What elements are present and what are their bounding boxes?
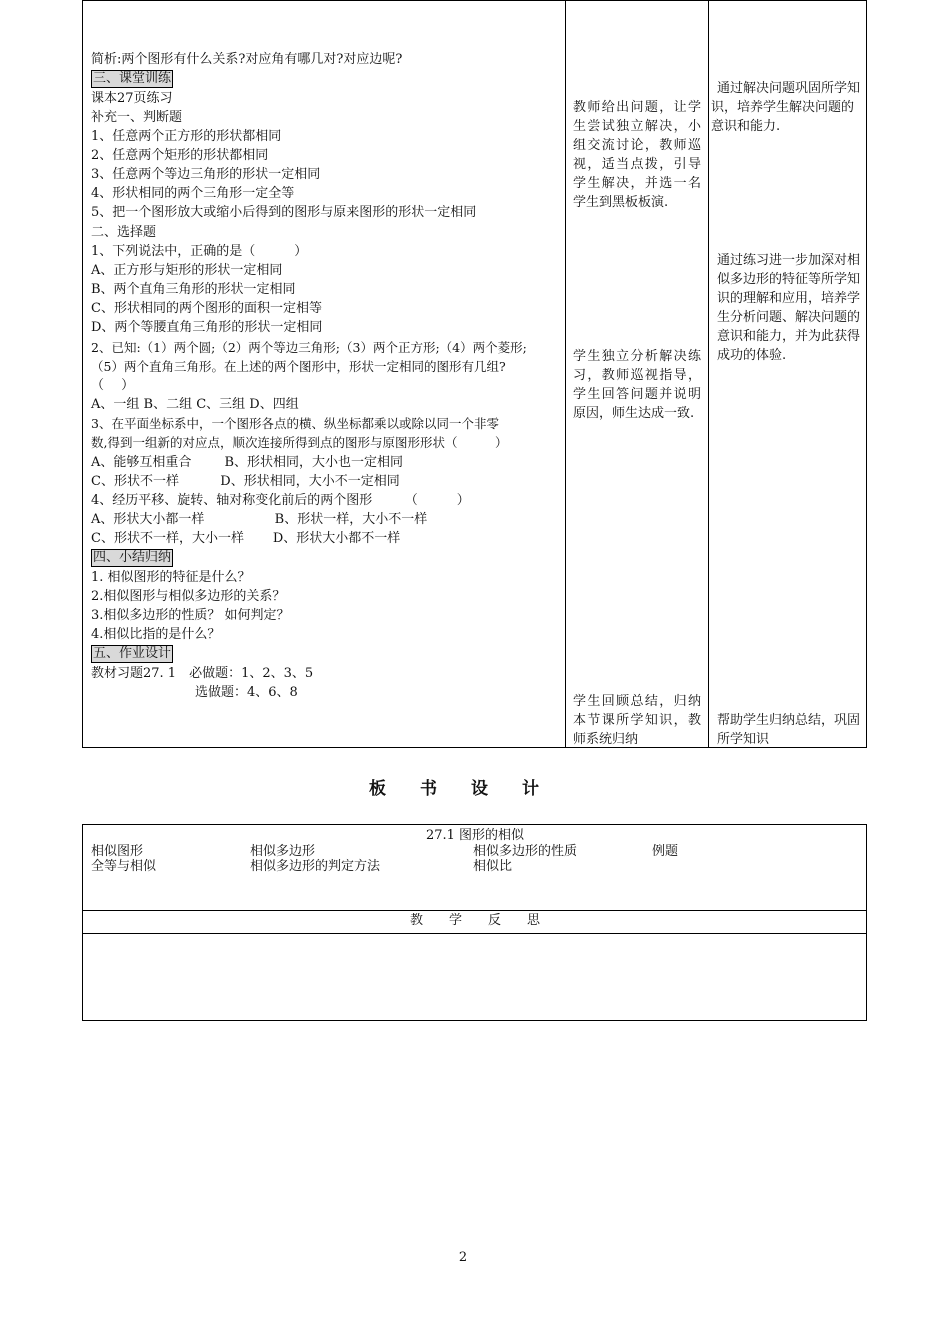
text-line: （ ） xyxy=(91,378,135,393)
section-heading-summary: 四、小结归纳 xyxy=(93,550,172,565)
text-line: 选做题：4、6、8 xyxy=(91,685,298,700)
text-line: 3、在平面坐标系中，一个图形各点的横、纵坐标都乘以或除以同一个非零 xyxy=(91,416,499,431)
text-line: A、能够互相重合 B、形状相同，大小也一定相同 xyxy=(91,455,404,470)
section-heading-practice: 三、课堂训练 xyxy=(93,71,172,86)
reflection-heading: 教 学 反 思 xyxy=(409,913,540,928)
text-line: 数,得到一组新的对应点，顺次连接所得到点的图形与原图形形状（ ） xyxy=(91,435,508,450)
section-heading-homework: 五、作业设计 xyxy=(93,646,172,661)
text-line: 2、任意两个矩形的形状都相同 xyxy=(91,148,269,163)
activity-text: 学生独立分析解决练习，教师巡视指导，学生回答问题并说明原因，师生达成一致. xyxy=(573,349,701,421)
text-line: 1、任意两个正方形的形状都相同 xyxy=(91,129,282,144)
activity-text: 教师给出问题，让学生尝试独立解决，小组交流讨论，教师巡视，适当点拨，引导学生解决，并选一名学生到黑板板演. xyxy=(573,100,701,210)
text-line: 1、下列说法中，正确的是（ ） xyxy=(91,244,308,259)
board-design-heading: 板 书 设 计 xyxy=(369,779,539,799)
page-number: 2 xyxy=(458,1250,468,1265)
analysis-line: 简析:两个图形有什么关系?对应角有哪几对?对应边呢? xyxy=(91,52,403,67)
text-line: C、形状不一样 D、形状相同，大小不一定相同 xyxy=(91,474,400,489)
intent-text: 通过解决问题巩固所学知识，培养学生解决问题的意识和能力. xyxy=(711,81,861,134)
text-line: D、两个等腰直角三角形的形状一定相同 xyxy=(91,320,323,335)
text-line: 1. 相似图形的特征是什么？ xyxy=(91,570,251,585)
board-item: 相似多边形 xyxy=(250,844,316,859)
text-line: 3、任意两个等边三角形的形状一定相同 xyxy=(91,167,321,182)
intent-text: 帮助学生归纳总结，巩固所学知识 xyxy=(717,713,861,747)
text-line: 课本27页练习 xyxy=(91,91,173,106)
text-line: A、形状大小都一样 B、形状一样，大小不一样 xyxy=(91,512,428,527)
text-line: 补充一、判断题 xyxy=(91,110,183,125)
board-title: 27.1 图形的相似 xyxy=(425,828,525,843)
text-line: A、一组 B、二组 C、三组 D、四组 xyxy=(91,397,299,412)
text-line: 教材习题27. 1 必做题：1、2、3、5 xyxy=(91,666,314,681)
text-line: C、形状相同的两个图形的面积一定相等 xyxy=(91,301,322,316)
board-item: 例题 xyxy=(652,844,679,859)
board-item: 相似比 xyxy=(473,859,513,874)
activity-text: 学生回顾总结，归纳本节课所学知识，教师系统归纳 xyxy=(573,694,701,747)
board-item: 相似多边形的性质 xyxy=(473,844,578,859)
text-line: 2、已知:（1）两个圆;（2）两个等边三角形;（3）两个正方形;（4）两个菱形; xyxy=(91,340,527,355)
text-line: B、两个直角三角形的形状一定相同 xyxy=(91,282,296,297)
text-line: 3.相似多边形的性质？ 如何判定？ xyxy=(91,608,290,623)
text-line: 二、选择题 xyxy=(91,225,157,240)
text-line: 2.相似图形与相似多边形的关系？ xyxy=(91,589,286,604)
text-line: 4、形状相同的两个三角形一定全等 xyxy=(91,186,295,201)
text-line: 4、经历平移、旋转、轴对称变化前后的两个图形 （ ） xyxy=(91,493,470,508)
intent-text: 通过练习进一步加深对相似多边形的特征等所学知识的理解和应用，培养学生分析问题、解决问题的意识和能力，并为此获得成功的体验. xyxy=(717,253,861,363)
text-line: （5）两个直角三角形。在上述的两个图形中，形状一定相同的图形有几组? xyxy=(91,359,506,374)
text-line: C、形状不一样，大小一样 D、形状大小都不一样 xyxy=(91,531,401,546)
text-line: 5、把一个图形放大或缩小后得到的图形与原来图形的形状一定相同 xyxy=(91,205,477,220)
text-line: A、正方形与矩形的形状一定相同 xyxy=(91,263,283,278)
board-item: 相似多边形的判定方法 xyxy=(250,859,381,874)
board-item: 全等与相似 xyxy=(91,859,157,874)
board-item: 相似图形 xyxy=(91,844,144,859)
text-line: 4.相似比指的是什么？ xyxy=(91,627,221,642)
